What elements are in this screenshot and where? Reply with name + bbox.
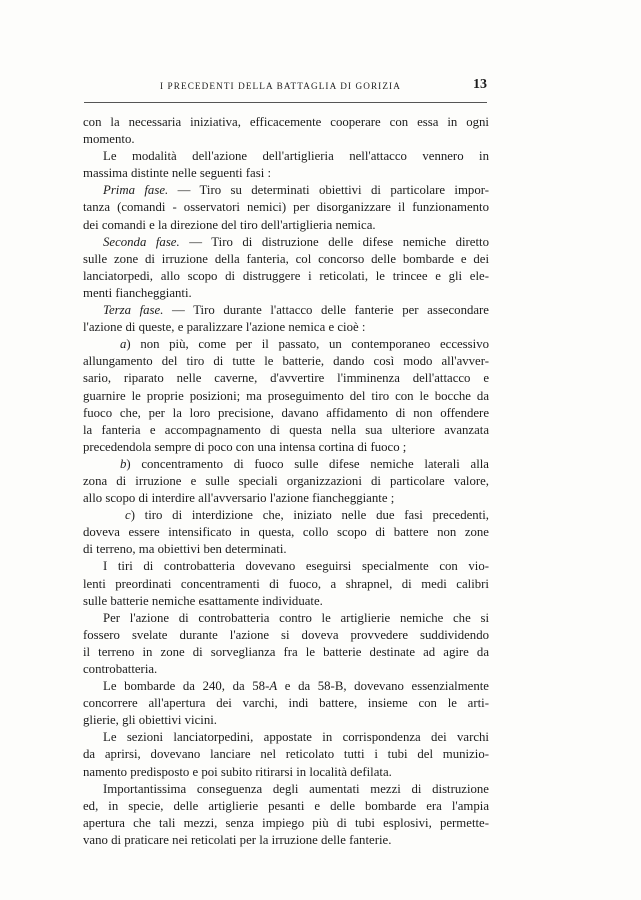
text-line-body: tanza (comandi - osservatori nemici) per disorganizzare il funzionamento bbox=[83, 200, 489, 215]
running-header-title: I PRECEDENTI DELLA BATTAGLIA DI GORIZIA bbox=[160, 81, 401, 91]
text-line-lead: Le bombarde da 240, da 58- bbox=[103, 679, 270, 694]
text-line bbox=[83, 114, 489, 131]
text-line-body: lenti preordinati concentramenti di fuoco, a shrapnel, di medi calibri bbox=[83, 576, 489, 591]
text-line-body: ) non più, come per il passato, un contemporaneo eccessivo bbox=[126, 337, 489, 352]
text-line-body: concorrere all'apertura dei varchi, indi battere, insieme con le arti- bbox=[83, 696, 489, 711]
text-line bbox=[83, 661, 489, 678]
text-line-body: fuoco che, per la loro precisione, davano affidamento di non offendere bbox=[83, 405, 489, 420]
text-line bbox=[83, 251, 489, 268]
text-line-body: allungamento del tiro di tutte le batterie, dando così modo all'avver- bbox=[83, 354, 489, 369]
text-line-body: momento. bbox=[83, 132, 135, 147]
text-line bbox=[83, 302, 489, 319]
text-line-body: fossero svelate durante l'azione si doveva provvedere suddividendo bbox=[83, 627, 489, 642]
text-line-body: ed, in specie, delle artiglierie pesanti e delle bombarde era l'ampia bbox=[83, 798, 489, 813]
text-line bbox=[83, 473, 489, 490]
text-line-body: zona di irruzione e sulle speciali organizzazioni di particolare valore, bbox=[83, 473, 489, 488]
text-line-body: controbatteria. bbox=[83, 662, 158, 676]
text-line-italic: a bbox=[120, 337, 127, 352]
text-line-body: glierie, gli obiettivi vicini. bbox=[83, 713, 217, 728]
text-line-body: guarnire le proprie posizioni; ma proseguimento del tiro con le bocche da bbox=[83, 388, 489, 403]
header-rule bbox=[84, 102, 487, 103]
text-line-body: sulle zone di irruzione della fanteria, col concorso delle bombarde e dei bbox=[83, 251, 489, 266]
text-line-body: con la necessaria iniziativa, efficacemente cooperare con essa in ogni bbox=[83, 115, 489, 129]
text-line-body: allo scopo di interdire all'avversario l'azione fiancheggiante ; bbox=[83, 491, 395, 506]
text-line-italic: Seconda fase. bbox=[103, 234, 180, 249]
text-line bbox=[83, 746, 489, 763]
text-line-body: sulle batterie nemiche esattamente individuate. bbox=[83, 593, 323, 608]
text-line-body: lanciatorpedi, allo scopo di distruggere i reticolati, le trincee e gli ele- bbox=[83, 268, 489, 283]
text-line bbox=[83, 644, 489, 661]
text-line-body: I tiri di controbatteria dovevano eseguirsi specialmente con vio- bbox=[103, 559, 489, 574]
text-line bbox=[83, 405, 489, 422]
text-line bbox=[83, 507, 489, 524]
text-line bbox=[83, 729, 489, 746]
text-line bbox=[83, 541, 489, 558]
text-line bbox=[83, 627, 489, 644]
text-line-body: ) tiro di interdizione che, iniziato nelle due fasi precedenti, bbox=[130, 508, 489, 523]
text-line-italic: b bbox=[120, 456, 127, 471]
text-line bbox=[83, 798, 489, 815]
text-line bbox=[83, 558, 489, 575]
text-line-body: ) concentramento di fuoco sulle difese nemiche laterali alla bbox=[126, 456, 489, 471]
text-line-body: doveva essere intensificato in questa, collo scopo di battere non zone bbox=[83, 525, 489, 540]
text-line-body: il terreno in zone di sorveglianza fra le batterie destinate ad agire da bbox=[83, 644, 489, 659]
text-line-body: dei comandi e la direzione del tiro dell'artiglieria nemica. bbox=[83, 217, 376, 232]
text-line bbox=[83, 695, 489, 712]
text-line bbox=[83, 199, 489, 216]
text-line-body: Importantissima conseguenza degli aumentati mezzi di distruzione bbox=[103, 781, 489, 796]
text-line bbox=[83, 131, 489, 148]
text-line bbox=[83, 456, 489, 473]
text-line-body: namento predisposto e poi subito ritirarsi in località defilata. bbox=[83, 764, 392, 779]
text-line bbox=[83, 353, 489, 370]
text-line bbox=[83, 148, 489, 165]
text-line-body: e da 58-B, dovevano essenzialmente bbox=[277, 679, 489, 694]
running-header bbox=[84, 75, 489, 95]
text-line-italic: Terza fase. bbox=[103, 303, 164, 318]
text-line bbox=[83, 319, 489, 336]
text-line bbox=[83, 593, 489, 610]
text-line bbox=[83, 524, 489, 541]
text-line-body: vano di praticare nei reticolati per la irruzione delle fanterie. bbox=[83, 832, 392, 847]
text-line bbox=[83, 490, 489, 507]
text-line bbox=[83, 439, 489, 456]
text-line bbox=[83, 285, 489, 302]
text-line-body: Le sezioni lanciatorpedini, appostate in corrispondenza dei varchi bbox=[103, 730, 489, 745]
text-line bbox=[83, 234, 489, 251]
text-line bbox=[83, 712, 489, 729]
text-line-body: Le modalità dell'azione dell'artiglieria nell'attacco vennero in bbox=[103, 149, 489, 164]
text-line-italic: c bbox=[125, 508, 131, 523]
text-line-body: di terreno, ma obiettivi ben determinati. bbox=[83, 542, 287, 557]
text-line bbox=[83, 182, 489, 199]
text-line-body: menti fiancheggianti. bbox=[83, 285, 192, 300]
text-line bbox=[83, 781, 489, 798]
text-line-italic: Prima fase. bbox=[103, 183, 169, 198]
text-line-body: — Tiro durante l'attacco delle fanterie per assecondare bbox=[163, 303, 489, 318]
text-line-body: da aprirsi, dovevano lanciare nel reticolato tutti i tubi del munizio- bbox=[83, 747, 489, 762]
text-line-body: precedendola sempre di poco con una intensa cortina di fuoco ; bbox=[83, 439, 407, 454]
text-line-body: — Tiro su determinati obiettivi di particolare impor- bbox=[168, 183, 489, 198]
text-line-body: Per l'azione di controbatteria contro le artiglierie nemiche che si bbox=[103, 610, 489, 625]
text-line bbox=[83, 610, 489, 627]
text-line bbox=[83, 678, 489, 695]
text-line bbox=[83, 576, 489, 593]
text-line bbox=[83, 388, 489, 405]
text-line bbox=[83, 370, 489, 387]
text-line bbox=[83, 217, 489, 234]
text-line bbox=[83, 764, 489, 781]
text-line-body: — Tiro di distruzione delle difese nemiche diretto bbox=[179, 234, 489, 249]
text-line bbox=[83, 268, 489, 285]
text-line-body: massima distinte nelle seguenti fasi : bbox=[83, 166, 272, 181]
text-line-italic: A bbox=[269, 679, 278, 694]
text-line bbox=[83, 165, 489, 182]
text-line-body: la fanteria e accompagnamento di questa nella sua ulteriore avanzata bbox=[83, 422, 489, 437]
text-line bbox=[83, 422, 489, 439]
text-line bbox=[83, 815, 489, 832]
page-number: 13 bbox=[473, 77, 487, 92]
text-line-body: sario, riparato nelle caverne, d'avvertire l'imminenza dell'attacco e bbox=[83, 371, 489, 386]
text-line bbox=[83, 336, 489, 353]
text-line-body: l'azione di queste, e paralizzare l'azione nemica e cioè : bbox=[83, 320, 366, 335]
text-line bbox=[83, 832, 489, 849]
text-line-body: apertura che tali mezzi, senza impiego più di tubi esplosivi, permette- bbox=[83, 815, 489, 830]
body-text bbox=[83, 114, 489, 849]
